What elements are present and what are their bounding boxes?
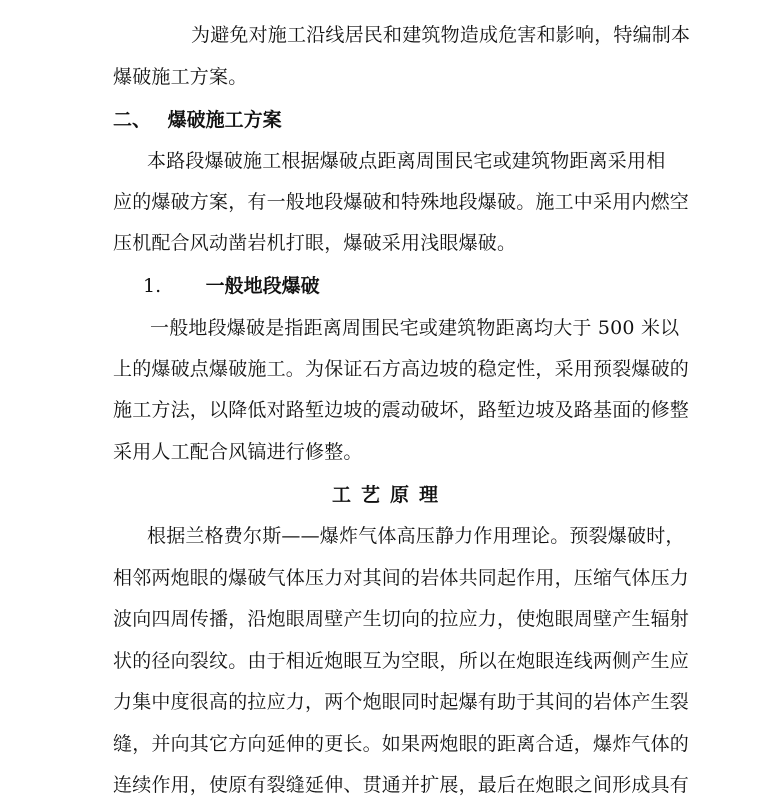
principle-title: 工艺原理 xyxy=(331,484,448,506)
principle-paragraph-line: 相邻两炮眼的爆破气体压力对其间的岩体共同起作用，压缩气体压力 xyxy=(113,567,690,589)
subsection-paragraph-line: 施工方法，以降低对路堑边坡的震动破坏，路堑边坡及路基面的修整 xyxy=(113,399,690,421)
section-number: 二、 xyxy=(113,109,152,131)
subsection-paragraph-line: 采用人工配合风镐进行修整。 xyxy=(113,441,363,463)
section-paragraph-line: 本路段爆破施工根据爆破点距离周围民宅或建筑物距离采用相 xyxy=(147,150,666,172)
section-heading xyxy=(113,107,282,133)
principle-paragraph-line: 力集中度很高的拉应力，两个炮眼同时起爆有助于其间的岩体产生裂 xyxy=(113,691,690,713)
section-paragraph-line: 应的爆破方案，有一般地段爆破和特殊地段爆破。施工中采用内燃空 xyxy=(113,191,690,213)
principle-paragraph-line: 连续作用，使原有裂缝延伸、贯通并扩展，最后在炮眼之间形成具有 xyxy=(113,774,690,796)
section-title: 爆破施工方案 xyxy=(167,109,282,131)
subsection-title: 一般地段爆破 xyxy=(205,275,320,297)
subsection-paragraph-line: 一般地段爆破是指距离周围民宅或建筑物距离均大于 500 米以 xyxy=(150,317,680,339)
principle-paragraph-line: 状的径向裂纹。由于相近炮眼互为空眼，所以在炮眼连线两侧产生应 xyxy=(113,650,690,672)
subsection-heading xyxy=(143,273,320,299)
principle-paragraph-line: 根据兰格费尔斯——爆炸气体高压静力作用理论。预裂爆破时， xyxy=(147,525,685,547)
subsection-paragraph-line: 上的爆破点爆破施工。为保证石方高边坡的稳定性，采用预裂爆破的 xyxy=(113,358,690,380)
intro-line-2: 爆破施工方案。 xyxy=(113,66,248,88)
subsection-number: 1. xyxy=(143,275,162,297)
principle-paragraph-line: 缝，并向其它方向延伸的更长。如果两炮眼的距离合适，爆炸气体的 xyxy=(113,733,690,755)
intro-line-1: 为避免对施工沿线居民和建筑物造成危害和影响，特编制本 xyxy=(191,24,691,46)
principle-paragraph-line: 波向四周传播，沿炮眼周壁产生切向的拉应力，使炮眼周壁产生辐射 xyxy=(113,608,690,630)
section-paragraph-line: 压机配合风动凿岩机打眼，爆破采用浅眼爆破。 xyxy=(113,232,517,254)
